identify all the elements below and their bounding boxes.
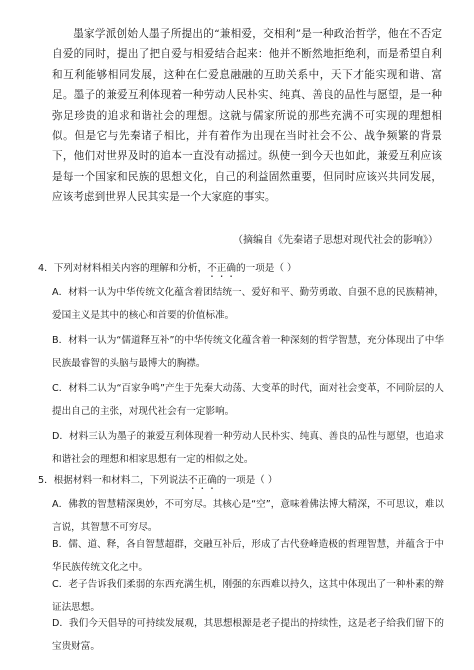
question-5-stem	[38, 474, 438, 492]
question-4-option-d[interactable]: D．材料三认为墨子的兼爱互利体现着一种劳动人民朴实、纯真、善良的品性与愿望，也追求和谐社会的理想和相家思想有一定的相似之处。	[52, 431, 444, 465]
question-5-option-d[interactable]: D．我们今天倡导的可持续发展观，其思想根源是老子提出的持续性，这是老子给我们留下的宝贵财富。	[52, 618, 444, 652]
question-5-key-phrase: 不正确	[188, 475, 217, 486]
question-5-option-b[interactable]: B．儒、道、释，各自智慧超群，交融互补后，形成了古代登峰造极的哲理智慧，并蕴含于中华民族传统文化之中。	[52, 539, 444, 573]
question-5-option-a[interactable]: A．佛教的智慧精深奥妙，不可穷尽。其核心是“空”，意味着佛法博大精深，不可思议，难以言说，其智慧不可穷尽。	[52, 499, 444, 533]
question-4-key-phrase: 不正确	[207, 263, 236, 274]
question-5-stem-post: 的一项是（ ）	[216, 475, 278, 486]
question-5-stem-pre: 5．根据材料一和材料二，下列说法	[38, 475, 189, 486]
question-4-stem-post: 的一项是（ ）	[235, 263, 297, 274]
material-passage: 墨家学派创始人墨子所提出的“兼相爱，交相利”是一种政治哲学，他在不否定自爱的同时，提出了把自爱与相爱结合起来：他并不断然地拒绝利，而是希望自利和互利能够相同发展，这种在仁爱息融融的互助关系中，天下才能实现和谐、富足。墨子的兼爱互利体现着一种劳动人民朴实、纯真、善良的品性与愿望，是一种弥足珍贵的追求和谐社会的理想。这就与儒家所说的那些充满不可实现的理想相似。但是它与先秦诸子相比，并有着作为出现在当时社会不公、战争频繁的背景下，他们对世界及时的追本一直没有动摇过。纵使一到今天也如此，兼爱互利应该是每一个国家和民族的思想文化，自己的利益固然重要，但同时应该兴共同发展，应该考虑到世界人民其实是一个大家庭的事实。	[52, 28, 442, 204]
question-5-option-c[interactable]: C．老子告诉我们柔弱的东西充满生机，刚强的东西难以持久，这其中体现出了一种朴素的辩证法思想。	[52, 579, 444, 613]
question-4-option-c[interactable]: C．材料二认为“百家争鸣”产生于先秦大动荡、大变革的时代，面对社会变革，不同阶层的人提出自己的主张，对现代社会有一定影响。	[52, 383, 444, 417]
question-4-stem-pre: 4．下列对材料相关内容的理解和分析，	[38, 263, 208, 274]
question-4-option-b[interactable]: B．材料一认为“儒道释互补”的中华传统文化蕴含着一种深刻的哲学智慧，充分体现出了中华民族最睿智的头脑与最博大的胸襟。	[52, 335, 444, 369]
question-4-stem	[38, 262, 438, 280]
source-citation: （摘编自《先秦诸子思想对现代社会的影响》）	[233, 235, 438, 246]
question-4-option-a[interactable]: A．材料一认为中华传统文化蕴含着团结统一、爱好和平、勤劳勇敢、自强不息的民族精神，爱国主义是其中的核心和首要的价值标准。	[52, 287, 444, 321]
